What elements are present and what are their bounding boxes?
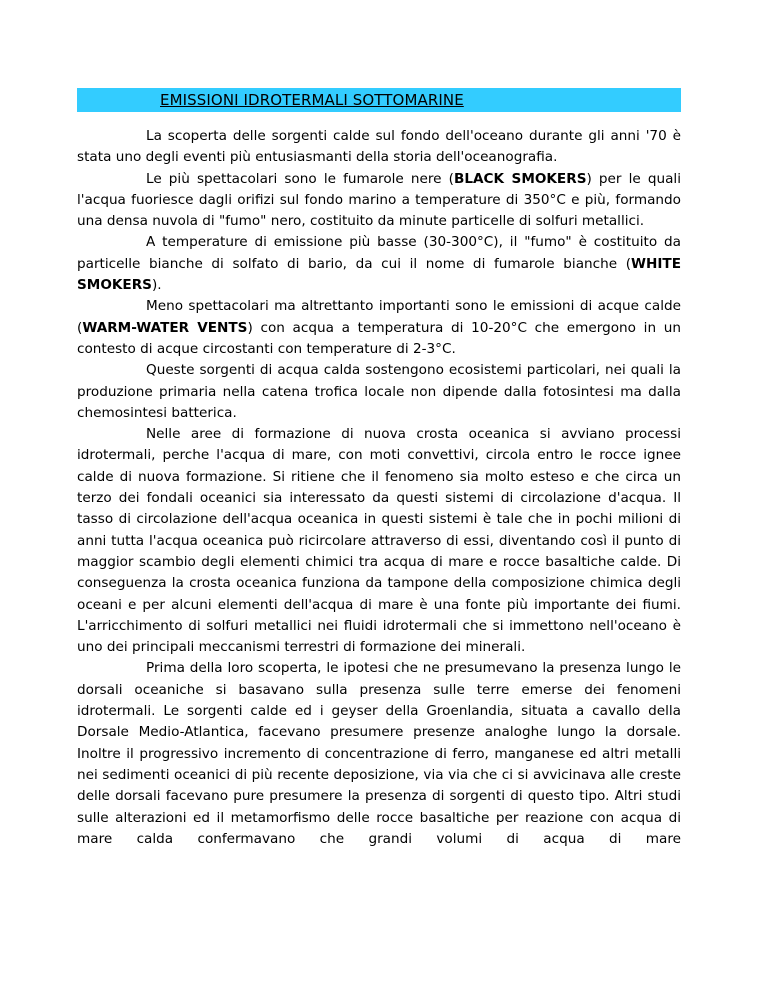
term-black-smokers: BLACK SMOKERS [453,170,587,187]
paragraph-oceanic-crust [77,424,681,658]
document-title: EMISSIONI IDROTERMALI SOTTOMARINE [160,91,464,109]
paragraph-text: La scoperta delle sorgenti calde sul fondo dell'oceano durante gli anni '70 è stata uno degli eventi più entusiasmanti della storia dell'oceanografia. [77,128,681,166]
document-page [77,88,681,850]
term-white-smokers: WHITE SMOKERS [77,255,681,294]
paragraph-text: Meno spettacolari ma altrettanto importanti sono le emissioni di acque calde ( [77,298,681,336]
paragraph-black-smokers [77,169,681,233]
paragraph-discovery [77,126,681,169]
paragraph-text: ) con acqua a temperatura di 10-20°C che emergono in un contesto di acque circostanti con temperature di 2-3°C. [77,319,681,357]
paragraph-white-smokers [77,232,681,296]
paragraph-warm-water-vents [77,296,681,360]
paragraph-text: Nelle aree di formazione di nuova crosta oceanica si avviano processi idrotermali, perche l'acqua di mare, con moti convettivi, circola entro le rocce ignee calde di nuova formazione. Si ritiene che il fenomeno sia molto esteso e che circa un terzo dei fondali oceanici sia interessato da questi sistemi di circolazione d'acqua. Il tasso di circolazione dell'acqua oceanica in questi sistemi è tale che in pochi milioni di anni tutta l'acqua oceanica può ricircolare attraverso di essi, diventando così il punto di maggior scambio degli elementi chimici tra acqua di mare e rocce basaltiche calde. Di conseguenza la crosta oceanica funziona da tampone della composizione chimica degli oceani e per alcuni elementi dell'acqua di mare è una fonte più importante dei fiumi. L'arricchimento di solfuri metallici nei fluidi idrotermali che si immettono nell'oceano è uno dei principali meccanismi terrestri di formazione dei minerali. [77,426,681,656]
paragraph-hypotheses [77,658,681,850]
paragraph-ecosystems [77,360,681,424]
paragraph-text: A temperature di emissione più basse (30-300°C), il "fumo" è costituito da particelle bianche di solfato di bario, da cui il nome di fumarole bianche ( [77,234,681,272]
paragraph-text: ). [151,277,162,294]
paragraph-text: Le più spettacolari sono le fumarole nere ( [146,170,454,187]
paragraph-text: ) per le quali l'acqua fuoriesce dagli orifizi sul fondo marino a temperature di 350°C e più, formando una densa nuvola di "fumo" nero, costituito da minute particelle di solfuri metallici. [77,170,681,230]
title-banner [77,88,681,112]
term-warm-water-vents: WARM-WATER VENTS [82,319,248,336]
paragraph-text: Prima della loro scoperta, le ipotesi che ne presumevano la presenza lungo le dorsali oceaniche si basavano sulla presenza sulle terre emerse dei fenomeni idrotermali. Le sorgenti calde ed i geyser della Groenlandia, situata a cavallo della Dorsale Medio-Atlantica, facevano presumere presenze analoghe lungo la dorsale. Inoltre il progressivo incremento di concentrazione di ferro, manganese ed altri metalli nei sedimenti oceanici di più recente deposizione, via via che ci si avvicinava alle creste delle dorsali facevano pure presumere la presenza di sorgenti di questo tipo. Altri studi sulle alterazioni ed il metamorfismo delle rocce basaltiche per reazione con acqua di mare calda confermavano che grandi volumi di acqua di mare [77,660,681,847]
paragraph-text: Queste sorgenti di acqua calda sostengono ecosistemi particolari, nei quali la produzione primaria nella catena trofica locale non dipende dalla fotosintesi ma dalla chemosintesi batterica. [77,362,681,421]
